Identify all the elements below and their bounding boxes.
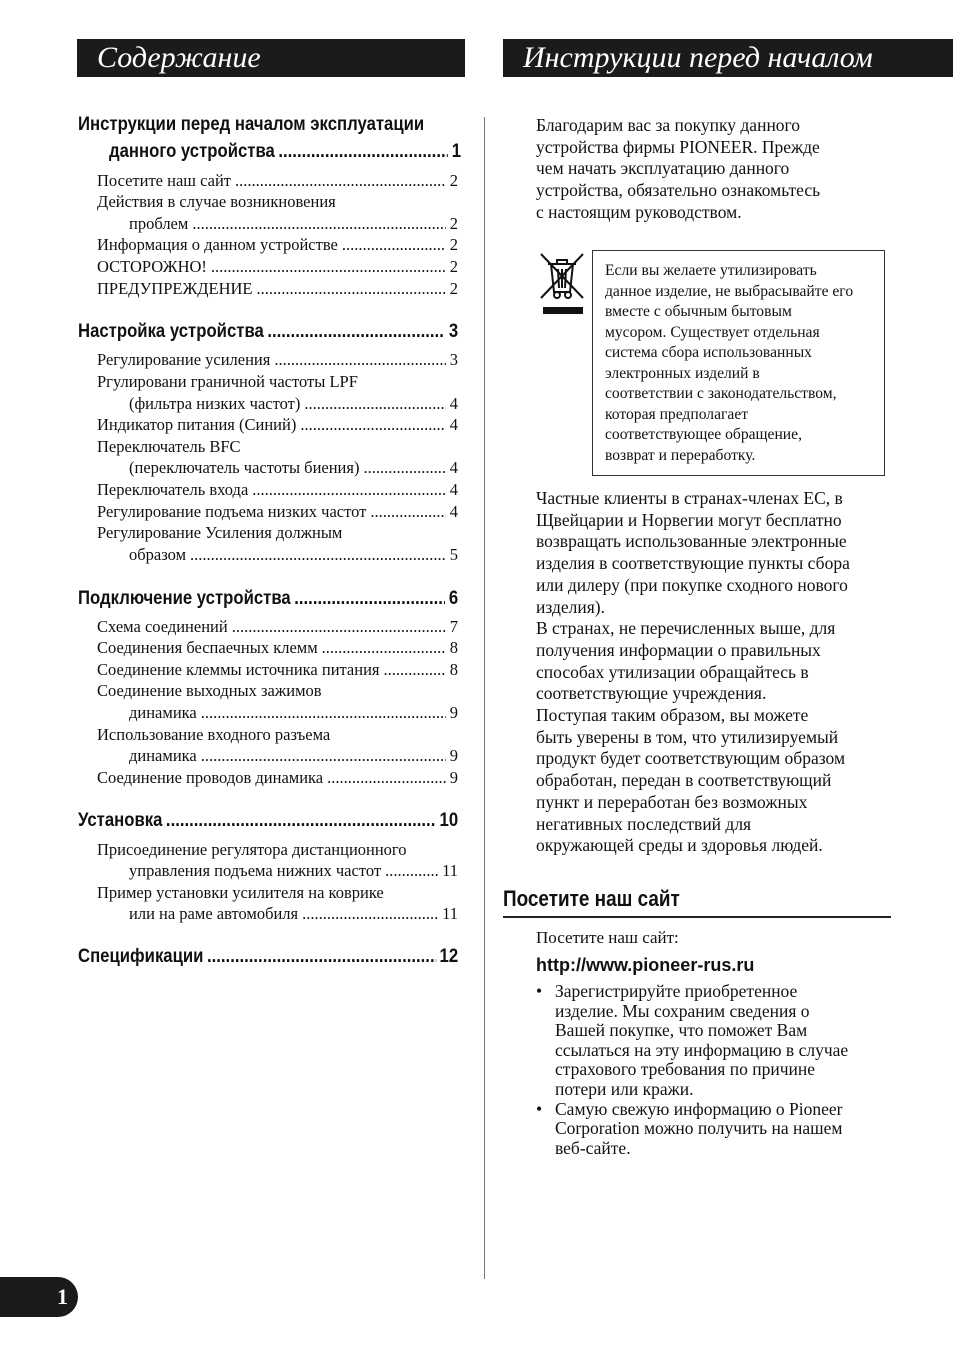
toc-entry-title: Инструкции перед началом эксплуатации [78,114,425,135]
toc-dot-leader [211,257,446,277]
toc-entry[interactable] [129,394,458,414]
toc-entry-title: образом [129,545,187,564]
toc-entry-title: Присоединение регулятора дистанционного [97,840,407,859]
toc-page-number: 11 [442,861,458,880]
text-line: потери или кражи. [555,1078,694,1099]
toc-entry-title: Регулирование подъема низких частот [97,502,367,521]
toc-dot-leader [300,415,445,435]
toc-entry[interactable] [97,415,458,435]
toc-dot-leader [363,458,445,478]
text-line: с настоящим руководством. [536,201,742,222]
text-line: обработан, передан в соответствующий [536,770,832,791]
toc-dot-leader [302,904,438,924]
toc-entry-title: Соединение проводов динамика [97,768,324,787]
toc-dot-leader [201,746,446,766]
text-line: Поступая таким образом, вы можете [536,705,809,726]
text-line: Частные клиенты в странах-членах ЕС, в [536,488,843,508]
toc-entry[interactable] [97,617,458,637]
text-line: изделия в соответствующие пункты сбора [536,553,850,574]
toc-entry[interactable] [97,681,458,701]
toc-entry[interactable] [129,458,458,478]
toc-entry-title: Индикатор питания (Синий) [97,415,297,434]
text-line: Вашей покупке, что поможет Вам [555,1020,808,1041]
list-item [536,982,891,1100]
text-line: • Самую свежую информацию о Pioneer [555,1098,843,1119]
toc-entry[interactable] [97,638,458,658]
toc-dot-leader [342,235,446,255]
toc-entry[interactable] [78,321,458,343]
text-line: веб-сайте. [555,1137,631,1158]
toc-entry-title: динамика [129,746,197,765]
toc-dot-leader [294,588,445,610]
toc-entry[interactable] [97,437,458,457]
toc-page-number: 12 [439,946,459,967]
toc-entry-title: Посетите наш сайт [97,171,231,190]
text-line: • Зарегистрируйте приобретенное [555,981,798,1001]
intro-paragraph [536,115,896,224]
toc-dot-leader [384,660,446,680]
text-line: Щвейцарии и Норвегии могут бесплатно [536,509,842,530]
contents-title: Содержание [77,39,465,77]
toc-page-number: 4 [449,415,458,434]
text-line: получения информации о правильных [536,639,821,660]
text-line: В странах, не перечисленных выше, для [536,618,836,639]
toc-entry[interactable] [78,946,458,968]
toc-entry-title: данного устройства [109,141,275,162]
text-line: возвращать использованные электронные [536,531,847,552]
toc-entry-title: проблем [129,214,189,233]
toc-entry[interactable] [97,840,458,860]
toc-dot-leader [327,768,446,788]
text-line: данное изделие, не выбрасывайте его [605,282,854,300]
toc-entry[interactable] [129,904,458,924]
toc-entry[interactable] [97,257,458,277]
toc-entry-title: Переключатель входа [97,480,249,499]
toc-page-number: 2 [449,279,458,298]
toc-dot-leader [166,810,436,832]
toc-entry[interactable] [97,372,458,392]
toc-entry[interactable] [97,502,458,522]
text-line: ссылаться на эту информацию в случае [555,1039,849,1060]
toc-entry-title: Подключение устройства [78,588,291,609]
text-line: Corporation можно получить на нашем [555,1118,843,1139]
toc-entry-title: ПРЕДУПРЕЖДЕНИЕ [97,279,253,298]
toc-page-number: 4 [449,394,458,413]
toc-entry[interactable] [97,279,458,299]
toc-dot-leader [252,480,445,500]
toc-entry-title: Спецификации [78,946,204,967]
text-line: возврат и переработку. [605,446,756,464]
toc-entry[interactable] [97,883,458,903]
text-line: устройства фирмы PIONEER. Прежде [536,136,820,157]
toc-dot-leader [322,638,446,658]
toc-page-number: 8 [449,660,458,679]
toc-dot-leader [232,617,446,637]
text-line: электронных изделий в [605,364,760,382]
toc-entry[interactable] [78,588,458,610]
toc-dot-leader [385,861,438,881]
column-divider [484,117,485,1279]
toc-entry[interactable] [78,810,458,832]
toc-page-number: 4 [449,480,458,499]
list-item [536,1100,891,1159]
toc-entry[interactable] [97,768,458,788]
toc-entry-title: Ргулировани граничной частоты LPF [97,372,358,391]
toc-entry[interactable] [129,545,458,565]
toc-entry-title: динамика [129,703,197,722]
toc-dot-leader [257,279,446,299]
website-label: Посетите наш сайт: [536,928,679,947]
text-line: соответствующее обращение, [605,426,802,443]
toc-page-number: 9 [449,768,458,787]
toc-entry[interactable] [97,480,458,500]
toc-entry-title: Схема соединений [97,617,228,636]
toc-page-number: 9 [449,746,458,765]
toc-entry[interactable] [129,746,458,766]
website-url-link[interactable]: http://www.pioneer-rus.ru [536,955,755,975]
toc-page-number: 11 [442,904,458,923]
toc-page-number: 2 [449,171,458,190]
toc-entry-title: управления подъема нижних частот [129,861,382,880]
toc-entry-title: Действия в случае возникновения [97,192,336,211]
text-line: вместе с обычным бытовым [605,303,792,320]
toc-entry[interactable] [78,114,458,136]
toc-entry-title: Регулирование усиления [97,350,271,369]
toc-entry-title: Установка [78,810,163,831]
toc-page-number: 4 [449,502,458,521]
recycling-paragraph [536,488,896,857]
toc-dot-leader [207,946,436,968]
text-line: Благодарим вас за покупку данного [536,115,801,135]
toc-page-number: 6 [448,588,459,609]
toc-entry-title: (фильтра низких частот) [129,394,301,413]
text-line: система сбора использованных [605,344,812,361]
toc-dot-leader [304,394,445,414]
toc-entry-title: Использование входного разъема [97,725,331,744]
text-line: которая предполагает [605,405,749,423]
toc-entry-title: (переключатель частоты биения) [129,458,360,477]
text-line: негативных последствий для [536,813,752,834]
toc-page-number: 10 [439,810,459,831]
toc-entry-title: Пример установки усилителя на коврике [97,883,384,902]
text-line: способах утилизации обращайтесь в [536,661,809,682]
website-bullet-list [536,982,891,1158]
text-line: устройства, обязательно ознакомьтесь [536,180,821,201]
toc-entry[interactable] [109,141,461,163]
text-line: изделия). [536,596,605,617]
toc-page-number: 2 [449,257,458,276]
toc-entry[interactable] [97,350,458,370]
toc-dot-leader [370,502,445,522]
toc-dot-leader [278,141,448,163]
toc-entry-title: или на раме автомобиля [129,904,299,923]
text-line: или дилеру (при покупке сходного нового [536,574,848,595]
toc-page-number: 3 [448,321,459,342]
text-line: страхового требования по причине [555,1059,815,1080]
text-line: быть уверены в том, что утилизируемый [536,726,839,747]
toc-entry-title: Регулирование Усиления должным [97,523,343,542]
text-line: пункт и переработан без возможных [536,791,808,812]
crossed-out-wheelie-bin-icon [537,250,587,316]
text-line: соответствии с законодательством, [605,385,837,402]
toc-entry[interactable] [97,171,458,191]
toc-page-number: 7 [449,617,458,636]
toc-entry-title: Переключатель BFC [97,437,241,456]
toc-entry[interactable] [129,861,458,881]
toc-entry-title: Соединение выходных зажимов [97,681,322,700]
page-number-badge: 1 [0,1277,78,1317]
text-line: соответствующие учреждения. [536,683,767,704]
toc-page-number: 4 [449,458,458,477]
text-line: продукт будет соответствующим образом [536,748,846,769]
toc-page-number: 1 [451,141,461,162]
toc-dot-leader [192,214,445,234]
toc-page-number: 8 [449,638,458,657]
toc-entry[interactable] [129,703,458,723]
toc-page-number: 5 [449,545,458,564]
text-line: чем начать эксплуатацию данного [536,158,790,179]
toc-entry[interactable] [97,725,458,745]
toc-entry[interactable] [97,235,458,255]
toc-entry[interactable] [97,192,458,212]
toc-dot-leader [267,321,445,343]
toc-dot-leader [274,350,445,370]
website-section-heading: Посетите наш сайт [503,886,891,918]
text-line: окружающей среды и здоровья людей. [536,835,823,856]
toc-page-number: 2 [449,214,458,233]
toc-entry-title: Соединение клеммы источника питания [97,660,380,679]
toc-entry-title: Информация о данном устройстве [97,235,338,254]
text-line: мусором. Существует отдельная [605,323,820,341]
toc-dot-leader [190,545,446,565]
toc-entry[interactable] [97,660,458,680]
text-line: Если вы желаете утилизировать [605,262,817,279]
toc-dot-leader [235,171,446,191]
toc-entry-title: Настройка устройства [78,321,264,342]
toc-dot-leader [201,703,446,723]
toc-entry-title: Соединения беспаечных клемм [97,638,318,657]
toc-page-number: 2 [449,235,458,254]
toc-page-number: 3 [449,350,458,369]
toc-entry[interactable] [129,214,458,234]
toc-page-number: 9 [449,703,458,722]
text-line: изделие. Мы сохраним сведения о [555,1000,810,1021]
toc-entry-title: ОСТОРОЖНО! [97,257,207,276]
toc-entry[interactable] [97,523,458,543]
disposal-notice-box [592,250,885,476]
section-title: Инструкции перед началом [503,39,953,77]
